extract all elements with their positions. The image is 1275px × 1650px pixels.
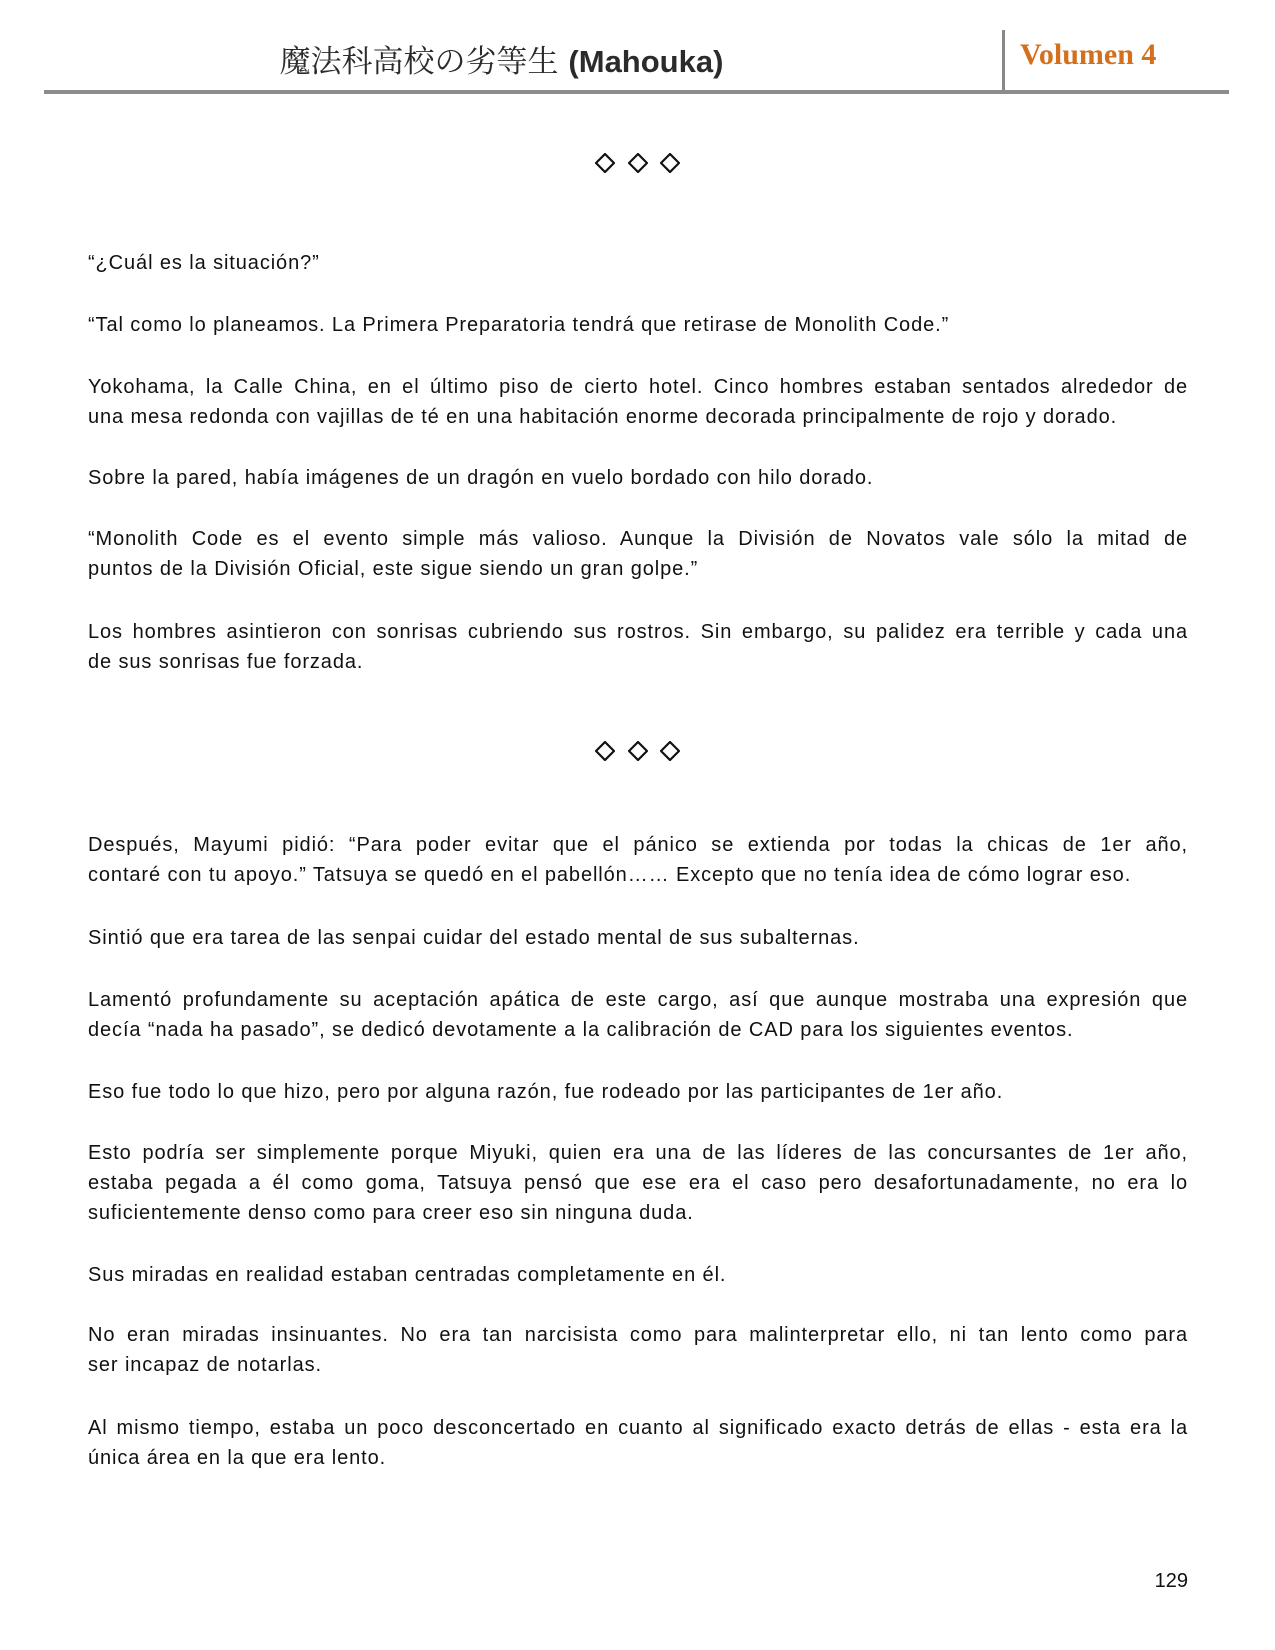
text-line: Al mismo tiempo, estaba un poco desconcertado en cuanto al significado exacto detrás de ellas - esta era la <box>88 1417 1188 1439</box>
text-line: una mesa redonda con vajillas de té en una habitación enorme decorada principalmente de rojo y dorado. <box>88 406 1118 428</box>
text-line: Esto podría ser simplemente porque Miyuki, quien era una de las líderes de las concursantes de 1er año, <box>88 1142 1188 1164</box>
text-line: única área en la que era lento. <box>88 1447 387 1469</box>
text-line: ser incapaz de notarlas. <box>88 1354 322 1376</box>
text-line: Sobre la pared, había imágenes de un dragón en vuelo bordado con hilo dorado. <box>88 467 874 489</box>
diamond-outline-icon <box>660 153 680 173</box>
diamond-outline-icon <box>628 741 648 761</box>
diamond-outline-icon <box>595 153 615 173</box>
text-line: Después, Mayumi pidió: “Para poder evitar que el pánico se extienda por todas la chicas de 1er año, <box>88 834 1188 856</box>
paragraph <box>88 1260 1188 1290</box>
text-line: contaré con tu apoyo.” Tatsuya se quedó en el pabellón…… Excepto que no tenía idea de cómo lograr eso. <box>88 864 1132 886</box>
text-line: Lamentó profundamente su aceptación apática de este cargo, así que aunque mostraba una expresión que <box>88 989 1188 1011</box>
diamond-outline-icon <box>628 153 648 173</box>
header-rule <box>44 90 1229 94</box>
scene-break-separator <box>0 741 1275 765</box>
text-line: Los hombres asintieron con sonrisas cubriendo sus rostros. Sin embargo, su palidez era terrible y cada una <box>88 621 1188 643</box>
paragraph <box>88 1413 1188 1473</box>
text-line: estaba pegada a él como goma, Tatsuya pensó que ese era el caso pero desafortunadamente, no era lo <box>88 1172 1188 1194</box>
header-title-japanese: 魔法科高校の劣等生 <box>279 44 559 80</box>
running-header-title <box>0 36 1003 81</box>
header-vertical-divider <box>1002 30 1005 94</box>
text-line: Sintió que era tarea de las senpai cuidar del estado mental de sus subalternas. <box>88 927 860 949</box>
page-number: 129 <box>1154 1570 1188 1592</box>
paragraph <box>88 1077 1188 1107</box>
diamond-outline-icon <box>595 741 615 761</box>
text-line: “Tal como lo planeamos. La Primera Preparatoria tendrá que retirase de Monolith Code.” <box>88 314 950 336</box>
text-line: puntos de la División Oficial, este sigue siendo un gran golpe.” <box>88 558 699 580</box>
header-title-latin: (Mahouka) <box>568 44 724 79</box>
volume-label: Volumen 4 <box>1020 38 1157 71</box>
text-line: suficientemente denso como para creer eso sin ninguna duda. <box>88 1202 694 1224</box>
diamond-outline-icon <box>660 741 680 761</box>
paragraph <box>88 463 1188 493</box>
text-line: “¿Cuál es la situación?” <box>88 252 320 274</box>
text-line: decía “nada ha pasado”, se dedicó devotamente a la calibración de CAD para los siguientes eventos. <box>88 1019 1074 1041</box>
text-line: Yokohama, la Calle China, en el último piso de cierto hotel. Cinco hombres estaban sentados alrededor de <box>88 376 1188 398</box>
paragraph <box>88 310 1188 340</box>
paragraph <box>88 617 1188 677</box>
paragraph <box>88 1138 1188 1228</box>
paragraph <box>88 923 1188 953</box>
paragraph <box>88 1320 1188 1380</box>
text-line: Eso fue todo lo que hizo, pero por alguna razón, fue rodeado por las participantes de 1er año. <box>88 1081 1004 1103</box>
text-line: No eran miradas insinuantes. No era tan narcisista como para malinterpretar ello, ni tan lento como para <box>88 1324 1188 1346</box>
text-line: de sus sonrisas fue forzada. <box>88 651 364 673</box>
scene-break-separator <box>0 153 1275 177</box>
paragraph <box>88 985 1188 1045</box>
text-line: Sus miradas en realidad estaban centradas completamente en él. <box>88 1264 727 1286</box>
text-line: “Monolith Code es el evento simple más valioso. Aunque la División de Novatos vale sólo la mitad de <box>88 528 1188 550</box>
paragraph <box>88 524 1188 584</box>
paragraph <box>88 372 1188 432</box>
paragraph <box>88 248 1188 278</box>
paragraph <box>88 830 1188 890</box>
